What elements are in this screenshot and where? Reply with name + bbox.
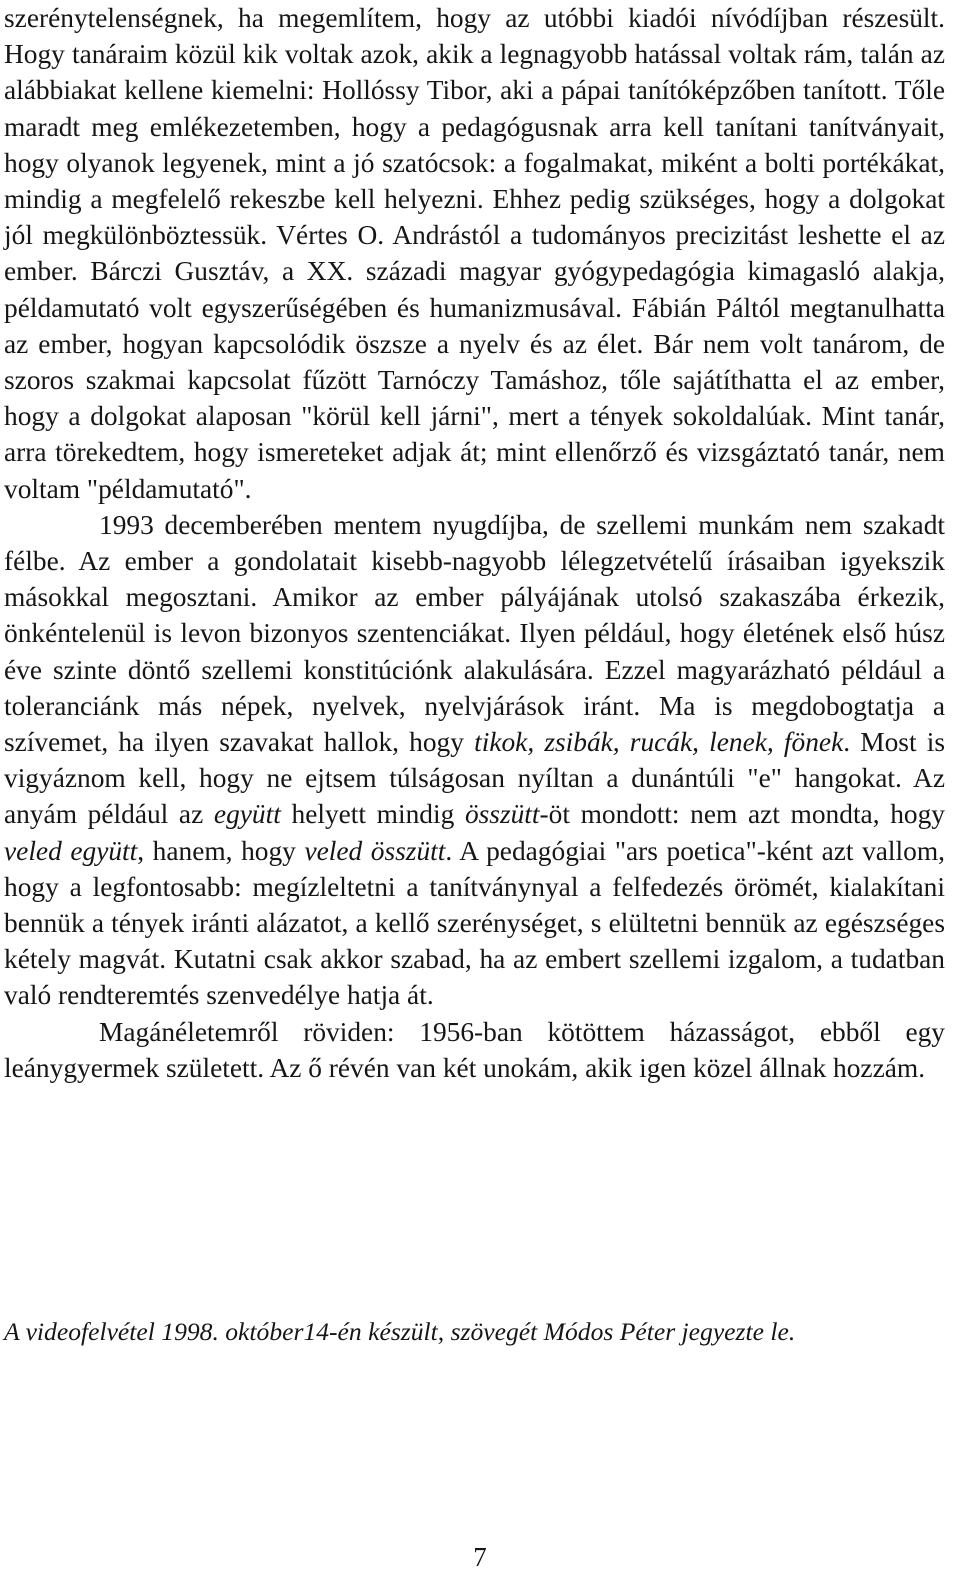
paragraph-2 bbox=[4, 507, 945, 1014]
paragraph-2-italic-word: együtt bbox=[213, 799, 281, 830]
page-number: 7 bbox=[473, 1542, 487, 1572]
paragraph-2-text: , hanem, hogy bbox=[137, 835, 305, 866]
paragraph-2-text: helyett mindig bbox=[280, 799, 465, 830]
paragraph-2-text: . A pedagógiai "ars poetica"-ként azt vallom, hogy a legfontosabb: megízleltetni a tanítványnyal a felfedezés örömét, kialakítani bennük a tények iránti alázatot, a kellő szerénységet, s elültetni bennük az egészséges kétely magvát. Kutatni csak akkor szabad, ha az embert szellemi izgalom, a tudatban való rendteremtés szenvedélye hatja át. bbox=[4, 835, 946, 1011]
video-recording-caption: A videofelvétel 1998. október14-én készült, szövegét Módos Péter jegyezte le. bbox=[4, 1317, 796, 1346]
paragraph-3-text: Magánéletemről röviden: 1956-ban kötöttem házasságot, ebből egy leánygyermek született. Az ő révén van két unokám, akik igen közel állnak hozzám. bbox=[4, 1016, 945, 1083]
paragraph-2-text: 1993 decemberében mentem nyugdíjba, de szellemi munkám nem szakadt félbe. Az ember a gondolatait kisebb-nagyobb lélegzetvételű írásaiban igyekszik másokkal megosztani. Amikor az ember pályájának utolsó szakaszába érkezik, önkéntelenül is levon bizonyos szentenciákat. Ilyen például, hogy életének első húsz éve szinte döntő szellemi konstitúciónk alakulására. Ezzel magyarázható például a toleranciánk más népek, nyelvek, nyelvjárások iránt. Ma is megdobogtatja a szívemet, ha ilyen szavakat hallok, hogy bbox=[4, 509, 945, 758]
body-text bbox=[4, 0, 945, 1086]
paragraph-2-italic-phrase: veled összütt bbox=[304, 835, 446, 866]
paragraph-1 bbox=[4, 0, 945, 507]
paragraph-2-italic-dialect-words: tikok, zsibák, rucák, lenek, fönek bbox=[474, 727, 844, 758]
paragraph-2-italic-phrase: veled együtt bbox=[4, 835, 138, 866]
paragraph-3 bbox=[4, 1014, 945, 1086]
paragraph-1-text: szerénytelenségnek, ha megemlítem, hogy az utóbbi kiadói nívódíjban részesült. Hogy tanáraim közül kik voltak azok, akik a legnagyobb hatással voltak rám, talán az alábbiakat kellene kiemelni: Hollóssy Tibor, aki a pápai tanítóképzőben tanított. Tőle maradt meg emlékezetemben, hogy a pedagógusnak arra kell tanítani tanítványait, hogy olyanok legyenek, mint a jó szatócsok: a fogalmakat, miként a bolti portékákat, mindig a megfelelő rekeszbe kell helyezni. Ehhez pedig szükséges, hogy a dolgokat jól megkülönböztessük. Vértes O. Andrástól a tudományos precizitást leshette el az ember. Bárczi Gusztáv, a XX. századi magyar gyógypedagógia kimagasló alakja, példamutató volt egyszerűségében és humanizmusával. Fábián Páltól megtanulhatta az ember, hogyan kapcsolódik öszsze a nyelv és az élet. Bár nem volt tanárom, de szoros szakmai kapcsolat fűzött Tarnóczy Tamáshoz, tőle sajátíthatta el az ember, hogy a dolgokat alaposan "körül kell járni", mert a tények sokoldalúak. Mint tanár, arra törekedtem, hogy ismereteket adjak át; mint ellenőrző és vizsgáztató tanár, nem voltam "példamutató". bbox=[4, 3, 945, 504]
paragraph-2-text: -öt mondott: nem azt mondta, hogy bbox=[539, 799, 945, 830]
paragraph-2-italic-word: összütt bbox=[464, 799, 540, 830]
paragraph-2-text: . Most is vigyáznom kell, hogy ne ejtsem túlságosan nyíltan a dunántúli "e" hangokat. Az anyám például az bbox=[4, 727, 945, 830]
